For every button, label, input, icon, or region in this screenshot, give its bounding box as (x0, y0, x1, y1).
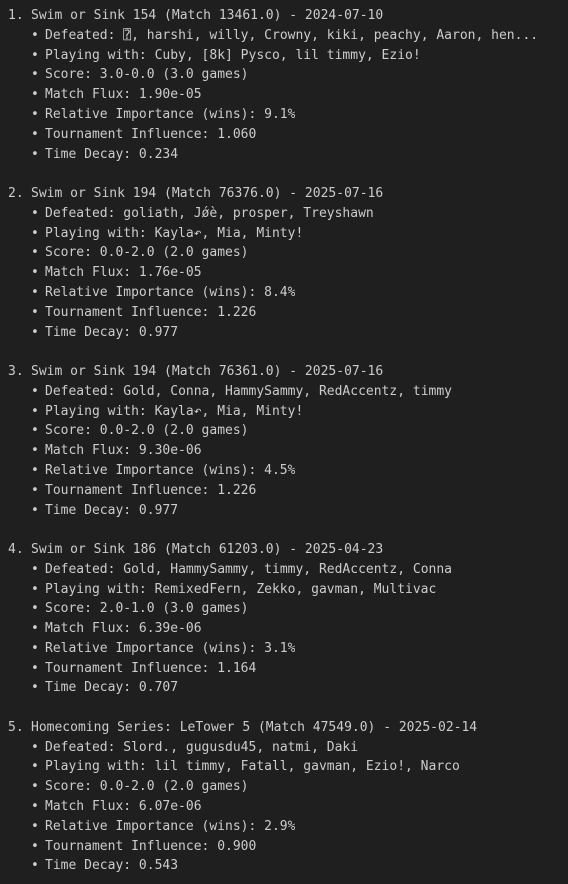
detail-defeated (8, 382, 568, 402)
detail-label: Score: (45, 601, 92, 617)
bullet-icon (31, 580, 45, 600)
match-heading (8, 184, 568, 204)
detail-value: 0.977 (138, 502, 179, 518)
detail-defeated (8, 560, 568, 580)
detail-label: Relative Importance (wins): (45, 462, 257, 478)
bullet-icon (31, 382, 45, 402)
detail-value: 0.977 (138, 324, 179, 340)
detail-defeated (8, 26, 568, 46)
detail-tournament-influence (8, 837, 568, 857)
bullet-icon (31, 738, 45, 758)
detail-label: Tournament Influence: (45, 838, 210, 854)
bullet-icon (31, 639, 45, 659)
detail-label: Time Decay: (45, 858, 132, 874)
detail-label: Tournament Influence: (45, 660, 210, 676)
bullet-icon (31, 441, 45, 461)
detail-playing-with (8, 46, 568, 66)
detail-label: Relative Importance (wins): (45, 284, 257, 300)
bullet-icon (31, 26, 45, 46)
bullet-icon (31, 678, 45, 698)
detail-relative-importance (8, 461, 568, 481)
match-title: Swim or Sink 186 (Match 61203.0) - 2025-04-23 (31, 541, 384, 557)
detail-label: Playing with: (45, 225, 147, 241)
detail-score (8, 599, 568, 619)
detail-label: Tournament Influence: (45, 126, 210, 142)
bullet-icon (31, 46, 45, 66)
match-title: Swim or Sink 194 (Match 76361.0) - 2025-07-16 (31, 363, 384, 379)
detail-value: 3.0-0.0 (3.0 games) (99, 67, 249, 83)
detail-value: RemixedFern, Zekko, gavman, Multivac (154, 581, 437, 597)
match-number: 3. (8, 363, 24, 379)
detail-label: Playing with: (45, 759, 147, 775)
match-number: 1. (8, 8, 24, 23)
detail-score (8, 777, 568, 797)
detail-label: Score: (45, 67, 92, 83)
detail-value: 6.39e-06 (138, 621, 202, 637)
detail-value: 8.4% (264, 284, 296, 300)
bullet-icon (31, 125, 45, 145)
detail-value: 0.707 (138, 680, 179, 696)
detail-tournament-influence (8, 125, 568, 145)
bullet-icon (31, 85, 45, 105)
detail-value: 0.0-2.0 (2.0 games) (99, 779, 249, 795)
detail-label: Score: (45, 423, 92, 439)
detail-label: Match Flux: (45, 621, 132, 637)
detail-playing-with (8, 402, 568, 422)
bullet-icon (31, 204, 45, 224)
detail-label: Time Decay: (45, 146, 132, 162)
match-entry (8, 540, 568, 698)
detail-value: Cuby, [8k] Pysco, lil timmy, Ezio! (154, 47, 421, 63)
match-number: 2. (8, 185, 24, 201)
match-title: Swim or Sink 154 (Match 13461.0) - 2024-07-10 (31, 8, 384, 23)
bullet-icon (31, 817, 45, 837)
match-heading (8, 540, 568, 560)
bullet-icon (31, 560, 45, 580)
detail-value: 3.1% (264, 640, 296, 656)
detail-label: Defeated: (45, 561, 116, 577)
bullet-icon (31, 619, 45, 639)
detail-time-decay (8, 501, 568, 521)
detail-value: 9.30e-06 (138, 443, 202, 459)
bullet-icon (31, 777, 45, 797)
bullet-icon (31, 837, 45, 857)
detail-value: 4.5% (264, 462, 296, 478)
bullet-icon (31, 757, 45, 777)
detail-label: Relative Importance (wins): (45, 640, 257, 656)
bullet-icon (31, 303, 45, 323)
detail-score (8, 421, 568, 441)
bullet-icon (31, 65, 45, 85)
detail-label: Match Flux: (45, 87, 132, 103)
detail-label: Relative Importance (wins): (45, 106, 257, 122)
detail-value: 0.234 (138, 146, 179, 162)
detail-value: 0.0-2.0 (2.0 games) (99, 423, 249, 439)
detail-value: 0.0-2.0 (2.0 games) (99, 245, 249, 261)
detail-label: Playing with: (45, 47, 147, 63)
bullet-icon (31, 461, 45, 481)
detail-value: 1.164 (217, 660, 257, 676)
detail-label: Match Flux: (45, 799, 132, 815)
detail-value: 1.226 (217, 304, 257, 320)
match-number: 5. (8, 719, 24, 735)
detail-time-decay (8, 678, 568, 698)
match-heading (8, 718, 568, 738)
detail-label: Defeated: (45, 383, 116, 399)
detail-label: Tournament Influence: (45, 482, 210, 498)
bullet-icon (31, 402, 45, 422)
detail-tournament-influence (8, 481, 568, 501)
match-title: Homecoming Series: LeTower 5 (Match 47549.0) - 2025-02-14 (31, 719, 478, 735)
bullet-icon (31, 421, 45, 441)
bullet-icon (31, 323, 45, 343)
match-entry (8, 362, 568, 520)
detail-value: Slord., gugusdu45, natmi, Daki (123, 739, 359, 755)
bullet-icon (31, 599, 45, 619)
detail-score (8, 65, 568, 85)
detail-defeated (8, 738, 568, 758)
match-entry (8, 6, 568, 164)
detail-value: 1.76e-05 (138, 265, 202, 281)
detail-defeated (8, 204, 568, 224)
detail-time-decay (8, 856, 568, 876)
detail-label: Time Decay: (45, 324, 132, 340)
detail-label: Playing with: (45, 581, 147, 597)
bullet-icon (31, 856, 45, 876)
detail-value: 1.90e-05 (138, 87, 202, 103)
detail-relative-importance (8, 639, 568, 659)
bullet-icon (31, 243, 45, 263)
detail-value: Kayla↶, Mia, Minty! (154, 225, 304, 241)
detail-label: Defeated: (45, 739, 116, 755)
detail-value: Gold, Conna, HammySammy, RedAccentz, timmy (123, 383, 453, 399)
detail-label: Defeated: (45, 27, 116, 43)
match-number: 4. (8, 541, 24, 557)
detail-tournament-influence (8, 659, 568, 679)
detail-label: Score: (45, 245, 92, 261)
detail-label: Match Flux: (45, 265, 132, 281)
detail-tournament-influence (8, 303, 568, 323)
detail-value: 9.1% (264, 106, 296, 122)
detail-label: Time Decay: (45, 502, 132, 518)
detail-match-flux (8, 441, 568, 461)
detail-match-flux (8, 797, 568, 817)
match-title: Swim or Sink 194 (Match 76376.0) - 2025-07-16 (31, 185, 384, 201)
bullet-icon (31, 481, 45, 501)
bullet-icon (31, 659, 45, 679)
detail-value: Kayla↶, Mia, Minty! (154, 403, 304, 419)
detail-label: Defeated: (45, 205, 116, 221)
bullet-icon (31, 145, 45, 165)
detail-value: 1.060 (217, 126, 257, 142)
detail-label: Relative Importance (wins): (45, 818, 257, 834)
detail-playing-with (8, 580, 568, 600)
detail-value: 2.9% (264, 818, 296, 834)
detail-relative-importance (8, 817, 568, 837)
bullet-icon (31, 105, 45, 125)
bullet-icon (31, 263, 45, 283)
detail-value: 1.226 (217, 482, 257, 498)
match-heading (8, 362, 568, 382)
match-heading (8, 6, 568, 26)
detail-value: ⍰, harshi, willy, Crowny, kiki, peachy, Aaron, hen... (123, 27, 539, 43)
detail-value: 2.0-1.0 (3.0 games) (99, 601, 249, 617)
detail-match-flux (8, 619, 568, 639)
detail-label: Playing with: (45, 403, 147, 419)
detail-value: 6.07e-06 (138, 799, 202, 815)
bullet-icon (31, 797, 45, 817)
detail-value: 0.900 (217, 838, 257, 854)
detail-value: 0.543 (138, 858, 179, 874)
bullet-icon (31, 224, 45, 244)
bullet-icon (31, 501, 45, 521)
match-entry (8, 184, 568, 342)
detail-match-flux (8, 85, 568, 105)
detail-match-flux (8, 263, 568, 283)
detail-value: lil timmy, Fatall, gavman, Ezio!, Narco (154, 759, 460, 775)
detail-value: goliath, Jǿè, prosper, Treyshawn (123, 205, 374, 221)
detail-time-decay (8, 323, 568, 343)
detail-label: Time Decay: (45, 680, 132, 696)
detail-label: Match Flux: (45, 443, 132, 459)
detail-score (8, 243, 568, 263)
detail-relative-importance (8, 283, 568, 303)
detail-label: Tournament Influence: (45, 304, 210, 320)
detail-relative-importance (8, 105, 568, 125)
detail-playing-with (8, 224, 568, 244)
match-entry (8, 718, 568, 876)
detail-time-decay (8, 145, 568, 165)
detail-label: Score: (45, 779, 92, 795)
detail-value: Gold, HammySammy, timmy, RedAccentz, Conna (123, 561, 453, 577)
detail-playing-with (8, 757, 568, 777)
bullet-icon (31, 283, 45, 303)
